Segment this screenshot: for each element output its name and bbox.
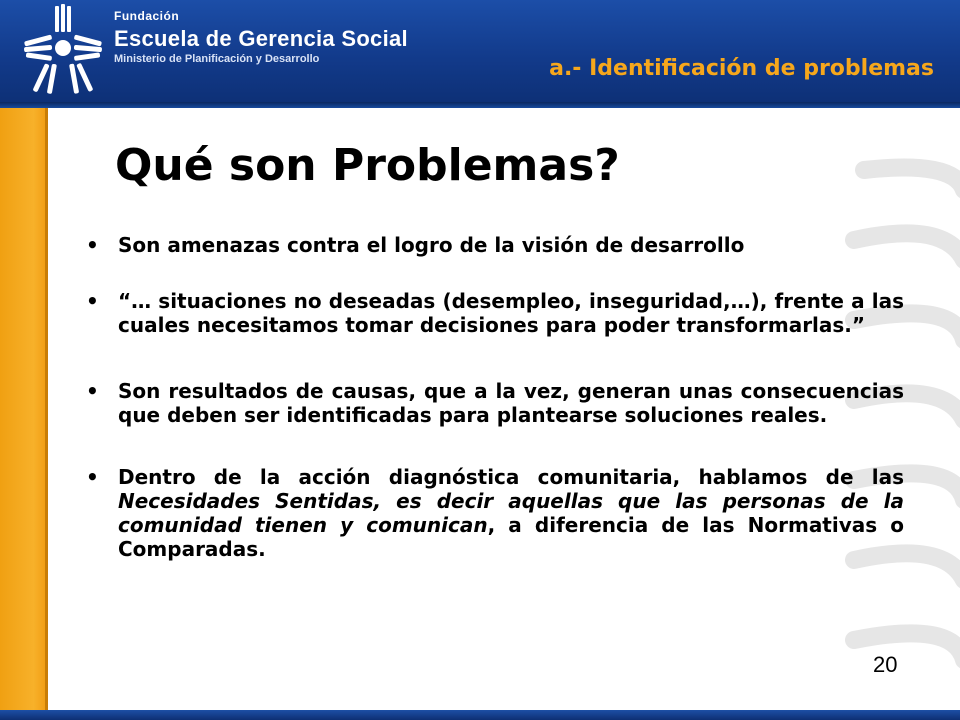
slide-title: Qué son Problemas? (115, 140, 620, 191)
org-line-escuela: Escuela de Gerencia Social (114, 25, 408, 51)
left-accent-bar (0, 108, 48, 720)
bullet-dot-icon: • (86, 289, 99, 313)
bullet-dot-icon: • (86, 465, 99, 489)
org-line-fundacion: Fundación (114, 9, 180, 23)
section-title: a.- Identificación de problemas (549, 56, 934, 81)
bullet-item (86, 379, 904, 427)
bullet-list (86, 233, 904, 591)
bullet-dot-icon: • (86, 233, 99, 257)
bullet-item (86, 289, 904, 337)
bullet-text: Dentro de la acción diagnóstica comunitaria, hablamos de las (118, 465, 904, 489)
page-number: 20 (873, 652, 898, 677)
organization-name (114, 10, 408, 65)
bullet-text: “… situaciones no deseadas (desempleo, inseguridad,…), frente a las cuales necesitamos tomar decisiones para poder transformarlas.” (118, 289, 904, 337)
bullet-text: Son amenazas contra el logro de la visión de desarrollo (118, 233, 745, 257)
header-banner (0, 0, 960, 108)
bullet-dot-icon: • (86, 379, 99, 403)
bullet-text-italic: Necesidades Sentidas, es decir aquellas que las personas de la comunidad tienen y comunican (118, 489, 904, 537)
bullet-text: , a diferencia de las Normativas o Comparadas. (118, 513, 905, 561)
org-line-ministerio: Ministerio de Planificación y Desarrollo (114, 52, 320, 65)
bullet-text: Son resultados de causas, que a la vez, generan unas consecuencias que deben ser identificadas para plantearse soluciones reales. (118, 379, 904, 427)
fundacion-logo-icon (12, 4, 112, 100)
bullet-item (86, 233, 904, 257)
bullet-item (86, 465, 904, 561)
bottom-bar (0, 710, 960, 720)
